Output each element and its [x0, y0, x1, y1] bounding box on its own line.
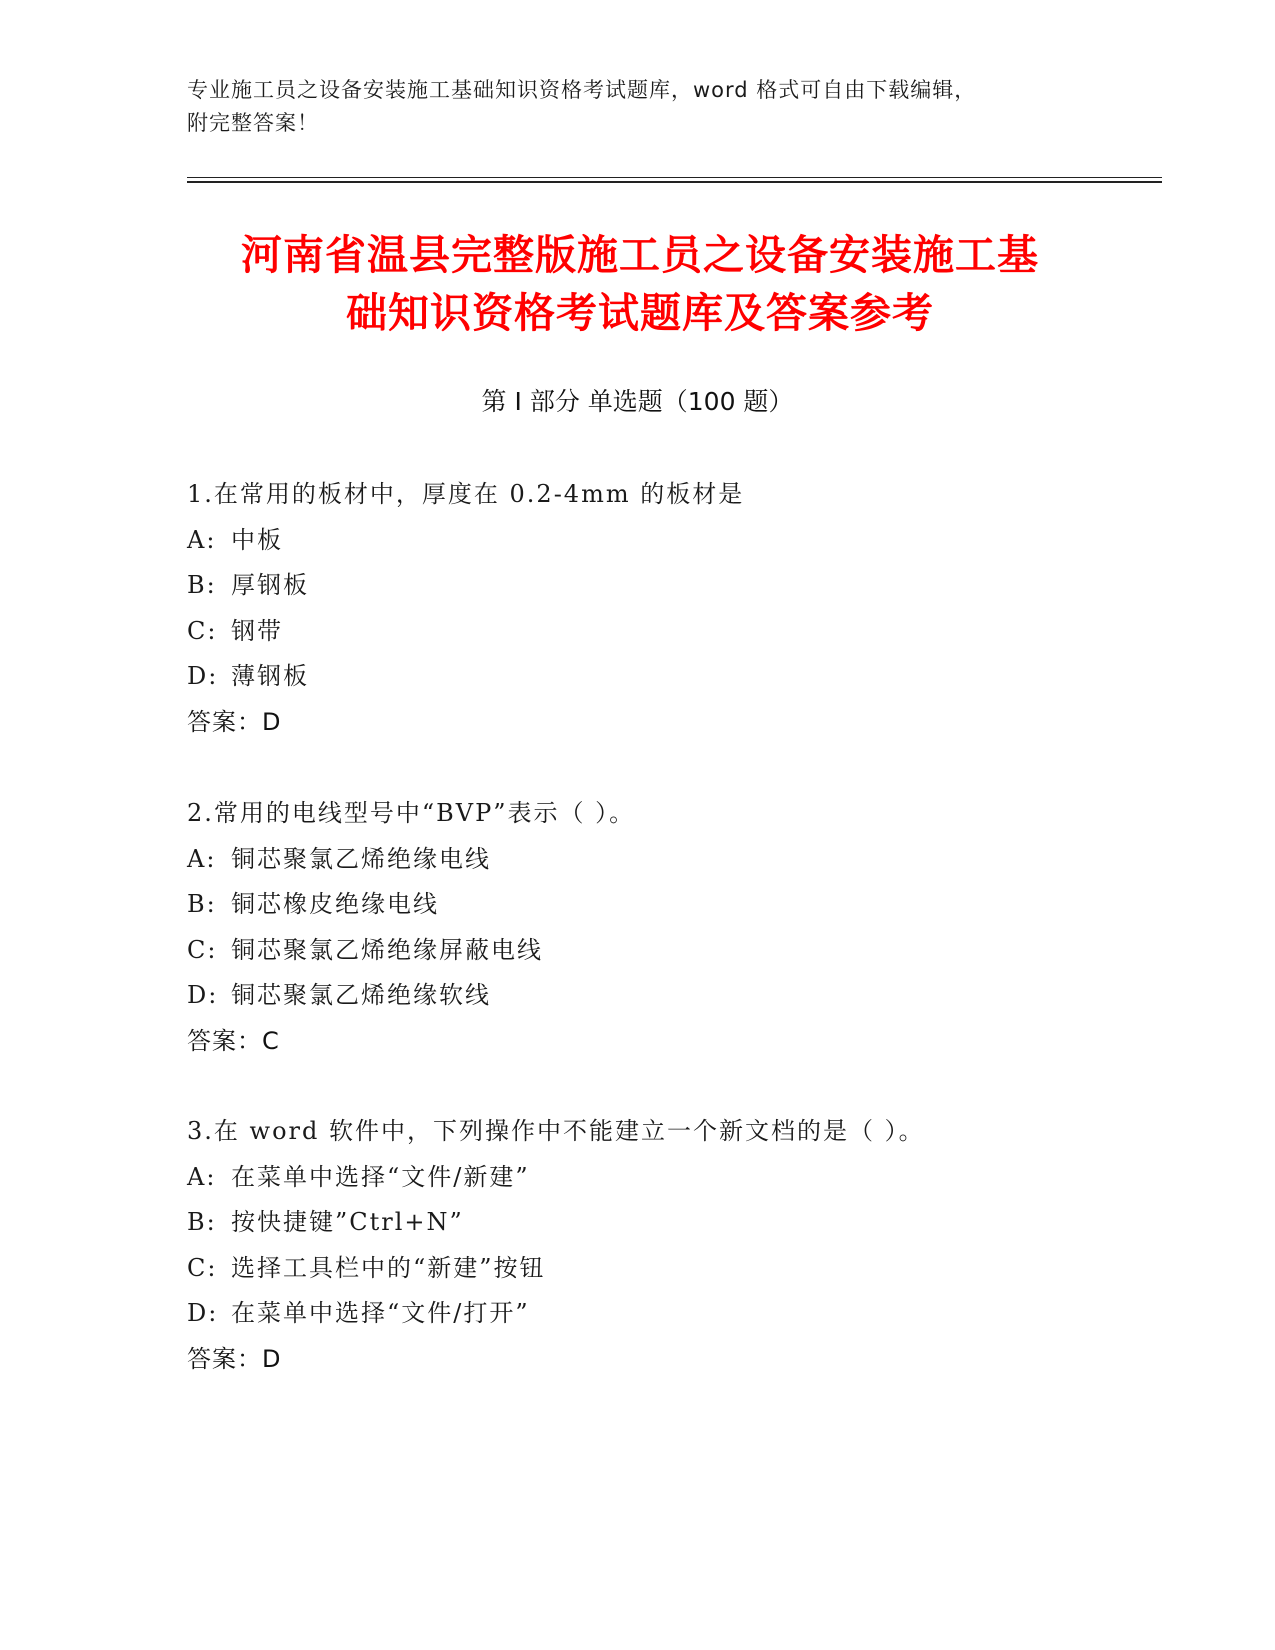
option-c — [187, 609, 1147, 655]
question-stem: 1.在常用的板材中，厚度在 0.2-4mm 的板材是 — [187, 480, 745, 508]
document-title-line1: 河南省温县完整版施工员之设备安装施工基 — [241, 231, 1039, 279]
document-title — [160, 226, 1120, 342]
header-note — [187, 74, 1067, 140]
option-text: 钢带 — [231, 616, 283, 645]
option-text: 铜芯聚氯乙烯绝缘屏蔽电线 — [231, 935, 543, 964]
answer: 答案：D — [187, 1344, 282, 1373]
option-letter: D: — [187, 1299, 219, 1327]
question-stem: 2.常用的电线型号中“BVP”表示（ ）。 — [187, 799, 636, 827]
option-c — [187, 1246, 1147, 1292]
option-text: 在菜单中选择“文件/新建” — [231, 1162, 530, 1191]
answer: 答案：C — [187, 1026, 280, 1055]
option-text: 选择工具栏中的“新建”按钮 — [231, 1253, 546, 1282]
option-text: 在菜单中选择“文件/打开” — [231, 1299, 530, 1327]
option-letter: A: — [187, 1162, 217, 1191]
option-letter: A: — [187, 844, 217, 873]
option-text: 铜芯聚氯乙烯绝缘软线 — [231, 981, 491, 1009]
option-text: 铜芯橡皮绝缘电线 — [231, 890, 439, 918]
option-d — [187, 973, 1147, 1019]
option-letter: C: — [187, 1253, 218, 1282]
option-d — [187, 654, 1147, 700]
option-a — [187, 837, 1147, 883]
section-heading: 第 I 部分 单选题（100 题） — [481, 387, 794, 416]
option-a — [187, 1155, 1147, 1201]
option-text: 按快捷键”Ctrl+N” — [231, 1208, 464, 1236]
option-letter: D: — [187, 981, 219, 1009]
question-1 — [187, 472, 1147, 745]
option-b — [187, 563, 1147, 609]
question-2 — [187, 791, 1147, 1064]
question-stem: 3.在 word 软件中，下列操作中不能建立一个新文档的是（ ）。 — [187, 1117, 925, 1145]
option-letter: B: — [187, 1208, 217, 1236]
header-divider-thin — [187, 177, 1162, 178]
option-text: 厚钢板 — [231, 571, 309, 599]
option-letter: C: — [187, 935, 218, 964]
header-note-line1: 专业施工员之设备安装施工基础知识资格考试题库，word 格式可自由下载编辑， — [187, 78, 977, 102]
answer: 答案：D — [187, 707, 282, 736]
option-a — [187, 518, 1147, 564]
option-letter: D: — [187, 662, 219, 690]
option-c — [187, 928, 1147, 974]
option-letter: B: — [187, 890, 217, 918]
option-text: 中板 — [231, 525, 283, 554]
question-3 — [187, 1109, 1147, 1382]
header-divider-thick — [187, 181, 1162, 183]
option-b — [187, 882, 1147, 928]
option-letter: C: — [187, 616, 218, 645]
option-text: 铜芯聚氯乙烯绝缘电线 — [231, 844, 491, 873]
header-note-line2: 附完整答案！ — [187, 111, 319, 135]
document-title-line2: 础知识资格考试题库及答案参考 — [346, 289, 934, 337]
option-d — [187, 1291, 1147, 1337]
option-letter: B: — [187, 571, 217, 599]
option-letter: A: — [187, 525, 217, 554]
header-divider — [187, 177, 1162, 184]
option-b — [187, 1200, 1147, 1246]
option-text: 薄钢板 — [231, 662, 309, 690]
